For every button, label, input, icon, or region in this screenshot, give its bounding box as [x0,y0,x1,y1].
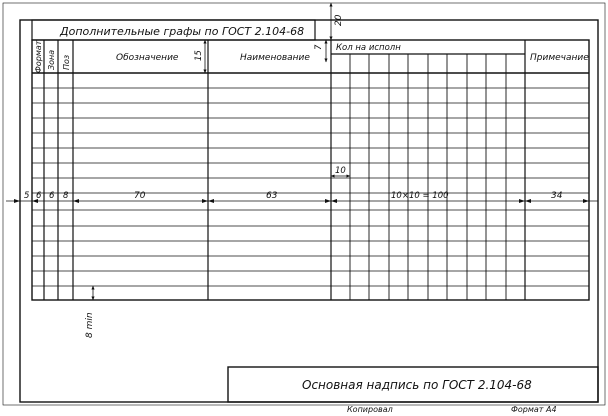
col-header-zone: Зона [47,49,56,70]
dim-note-width: 34 [551,191,563,201]
spec-table-border [32,40,589,300]
row-lines [32,88,589,286]
sheet-trim-line [3,3,605,405]
dim-name-width: 63 [266,191,278,201]
dim-header-row: 15 [194,50,204,61]
col-header-qty: Кол на исполн [336,43,401,53]
col-header-pos: Поз [62,54,71,70]
dim-format-width: 5 [24,191,30,201]
col-header-note: Примечание [530,53,589,63]
spec-table [32,40,589,300]
dim-top-offset: 20 [334,14,344,26]
dim-qty-cell-width: 10 [335,166,346,176]
footer-format-label: Формат А4 [511,405,557,414]
dim-qty-subheader: 7 [314,44,324,50]
title-block-caption: Основная надпись по ГОСТ 2.104-68 [302,378,532,392]
footer-copied-label: Копировал [347,405,393,414]
dim-designation-width: 70 [134,191,146,201]
col-header-format: Формат [34,40,43,73]
col-header-designation: Обозначение [116,53,179,63]
dim-row-height: 8 min [85,312,95,338]
dim-qty-group-width: 10×10 = 100 [391,191,449,201]
drawing-frame [20,20,598,402]
col-header-name: Наименование [240,53,310,63]
dim-zone-width: 6 [36,191,42,201]
extra-columns-caption: Дополнительные графы по ГОСТ 2.104-68 [60,25,305,38]
dim-pos-width: 6 [49,191,55,201]
dim-extra-width: 8 [63,191,69,201]
